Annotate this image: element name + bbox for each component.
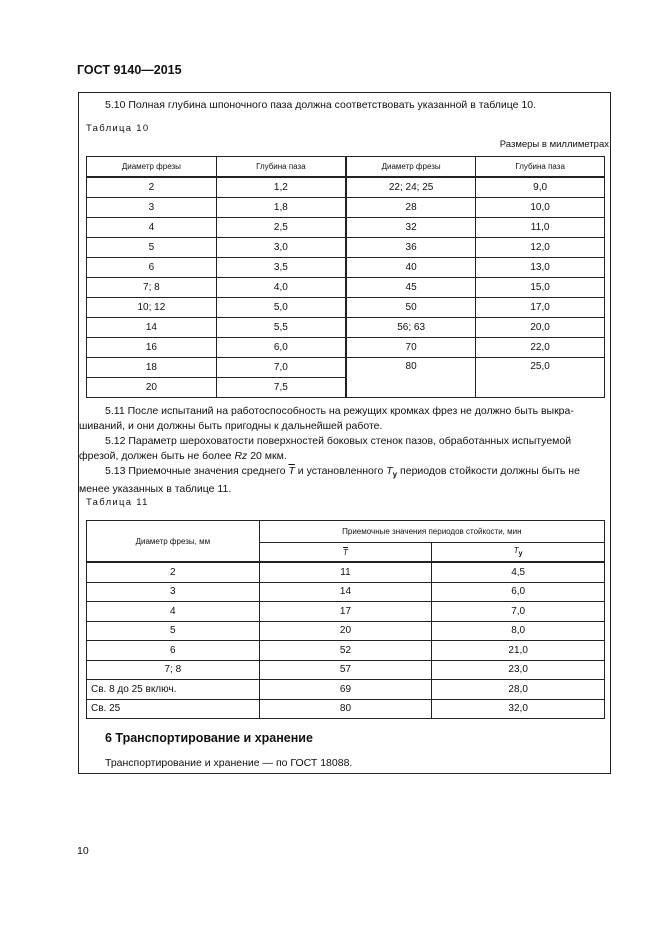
table-cell: 10; 12: [87, 298, 217, 318]
table-cell: 15,0: [476, 278, 605, 298]
table-row: [87, 660, 605, 680]
table-cell: Св. 8 до 25 включ.: [87, 680, 260, 700]
table-cell: 4: [87, 218, 217, 238]
page-number: 10: [77, 845, 89, 857]
table-cell: 16: [87, 338, 217, 358]
table-row: [87, 238, 605, 258]
table-cell: 3: [87, 582, 260, 602]
table10-header-depth: Глубина паза: [216, 157, 346, 178]
table-cell: 32,0: [432, 699, 605, 719]
table-cell: 20: [259, 621, 432, 641]
table-row: [87, 177, 605, 198]
table-row: [87, 582, 605, 602]
clause-5-11-line1: 5.11 После испытаний на работоспособность на режущих кромках фрез не должно быть выкра-: [105, 405, 574, 417]
table-cell: 25,0: [476, 358, 605, 398]
table-cell: 10,0: [476, 198, 605, 218]
section-6-title: 6 Транспортирование и хранение: [105, 731, 313, 745]
section-6-text: Транспортирование и хранение — по ГОСТ 18088.: [105, 757, 353, 769]
table-cell: 6: [87, 258, 217, 278]
table10-header-diameter-2: Диаметр фрезы: [346, 157, 476, 178]
table-row: [87, 198, 605, 218]
table-cell: 36: [346, 238, 476, 258]
table-row: [87, 641, 605, 661]
table-row: [87, 338, 605, 358]
roughness-symbol: Rz: [234, 450, 248, 462]
clause-5-13-line2: менее указанных в таблице 11.: [79, 483, 232, 496]
clause-5-11: [79, 404, 605, 434]
table-cell: 2,5: [216, 218, 346, 238]
table-cell: 7; 8: [87, 660, 260, 680]
table11-header-set-life: [432, 543, 605, 563]
table-cell: 4,5: [432, 562, 605, 582]
clause-5-12: [79, 434, 605, 464]
table-cell: 5,0: [216, 298, 346, 318]
table-cell: 8,0: [432, 621, 605, 641]
clause-5-11-line2: шиваний, и они должны быть пригодны к дальнейшей работе.: [79, 420, 383, 432]
table11-header-diameter: Диаметр фрезы, мм: [87, 521, 260, 563]
table-cell: 5: [87, 621, 260, 641]
table10-header-diameter: Диаметр фрезы: [87, 157, 217, 178]
table11-header-mean-life: [259, 543, 432, 563]
clause-5-12-line2a: фрезой, должен быть не более: [79, 450, 235, 462]
table-row: [87, 602, 605, 622]
table-cell: 50: [346, 298, 476, 318]
table10-header-depth-2: Глубина паза: [476, 157, 605, 178]
table11-header-row: [87, 521, 605, 543]
table-cell: 4,0: [216, 278, 346, 298]
table-cell: 7,5: [216, 378, 346, 398]
mean-life-symbol: $\overline{T}$: [343, 547, 348, 557]
table-cell: 9,0: [476, 177, 605, 198]
set-life-symbol: T: [386, 465, 393, 477]
table-cell: 6: [87, 641, 260, 661]
table-cell: 80: [346, 358, 476, 398]
table-cell: 56; 63: [346, 318, 476, 338]
table-row: [87, 318, 605, 338]
table-cell: 1,8: [216, 198, 346, 218]
table-11: [86, 520, 605, 719]
table-cell: 70: [346, 338, 476, 358]
table-cell: 2: [87, 177, 217, 198]
table-cell: 7,0: [216, 358, 346, 378]
table-cell: 22; 24; 25: [346, 177, 476, 198]
table-cell: 7; 8: [87, 278, 217, 298]
table-cell: 7,0: [432, 602, 605, 622]
table11-caption: Таблица 11: [86, 497, 149, 508]
table-cell: 11,0: [476, 218, 605, 238]
table10-units: Размеры в миллиметрах: [499, 139, 609, 150]
table-cell: 17,0: [476, 298, 605, 318]
table-cell: 28: [346, 198, 476, 218]
table-cell: 57: [259, 660, 432, 680]
table-row: [87, 680, 605, 700]
table-cell: 21,0: [432, 641, 605, 661]
table-row: [87, 358, 605, 378]
table-cell: 3,0: [216, 238, 346, 258]
set-life-subscript: у: [518, 550, 523, 558]
set-life-symbol: T: [513, 546, 519, 556]
table-cell: 12,0: [476, 238, 605, 258]
mean-life-symbol: $\overline{T}$: [288, 465, 295, 477]
table-10: [86, 156, 605, 398]
table-cell: 3,5: [216, 258, 346, 278]
table-row: [87, 562, 605, 582]
table-cell: 20,0: [476, 318, 605, 338]
table-cell: 28,0: [432, 680, 605, 700]
table-cell: 2: [87, 562, 260, 582]
clause-5-13-part3: периодов стойкости должны быть не: [397, 465, 580, 477]
clause-5-12-line1: 5.12 Параметр шероховатости поверхностей боковых стенок пазов, обработанных испытуемой: [105, 435, 572, 447]
clause-5-13: [79, 464, 605, 497]
table-cell: 5,5: [216, 318, 346, 338]
table-cell: 22,0: [476, 338, 605, 358]
table-cell: 13,0: [476, 258, 605, 278]
table-cell: 3: [87, 198, 217, 218]
table-row: [87, 278, 605, 298]
table-cell: 1,2: [216, 177, 346, 198]
table-cell: 4: [87, 602, 260, 622]
table-cell: 23,0: [432, 660, 605, 680]
clause-5-10: 5.10 Полная глубина шпоночного паза должна соответствовать указанной в таблице 10.: [105, 99, 537, 111]
table-cell: 20: [87, 378, 217, 398]
table-cell: 5: [87, 238, 217, 258]
table-cell: 14: [87, 318, 217, 338]
table-row: [87, 621, 605, 641]
clause-5-13-part2: и установленного: [294, 465, 387, 477]
table-cell: 6,0: [432, 582, 605, 602]
table-row: [87, 699, 605, 719]
table-row: [87, 218, 605, 238]
set-life-subscript: у: [392, 470, 398, 480]
table-cell: 11: [259, 562, 432, 582]
table-cell: 14: [259, 582, 432, 602]
table-cell: 17: [259, 602, 432, 622]
document-code: ГОСТ 9140—2015: [77, 63, 182, 77]
table-cell: 18: [87, 358, 217, 378]
table-cell: 45: [346, 278, 476, 298]
table-cell: 80: [259, 699, 432, 719]
table-row: [87, 298, 605, 318]
table-cell: 40: [346, 258, 476, 278]
table10-header-row: [87, 157, 605, 178]
table11-header-group: Приемочные значения периодов стойкости, мин: [259, 521, 604, 543]
clause-5-12-line2b: 20 мкм.: [247, 450, 287, 462]
table-cell: Св. 25: [87, 699, 260, 719]
table-cell: 52: [259, 641, 432, 661]
table-cell: 69: [259, 680, 432, 700]
table10-caption: Таблица 10: [86, 123, 150, 134]
table-cell: 32: [346, 218, 476, 238]
table-row: [87, 258, 605, 278]
table-cell: 6,0: [216, 338, 346, 358]
clause-5-13-part1: 5.13 Приемочные значения среднего: [105, 465, 289, 477]
